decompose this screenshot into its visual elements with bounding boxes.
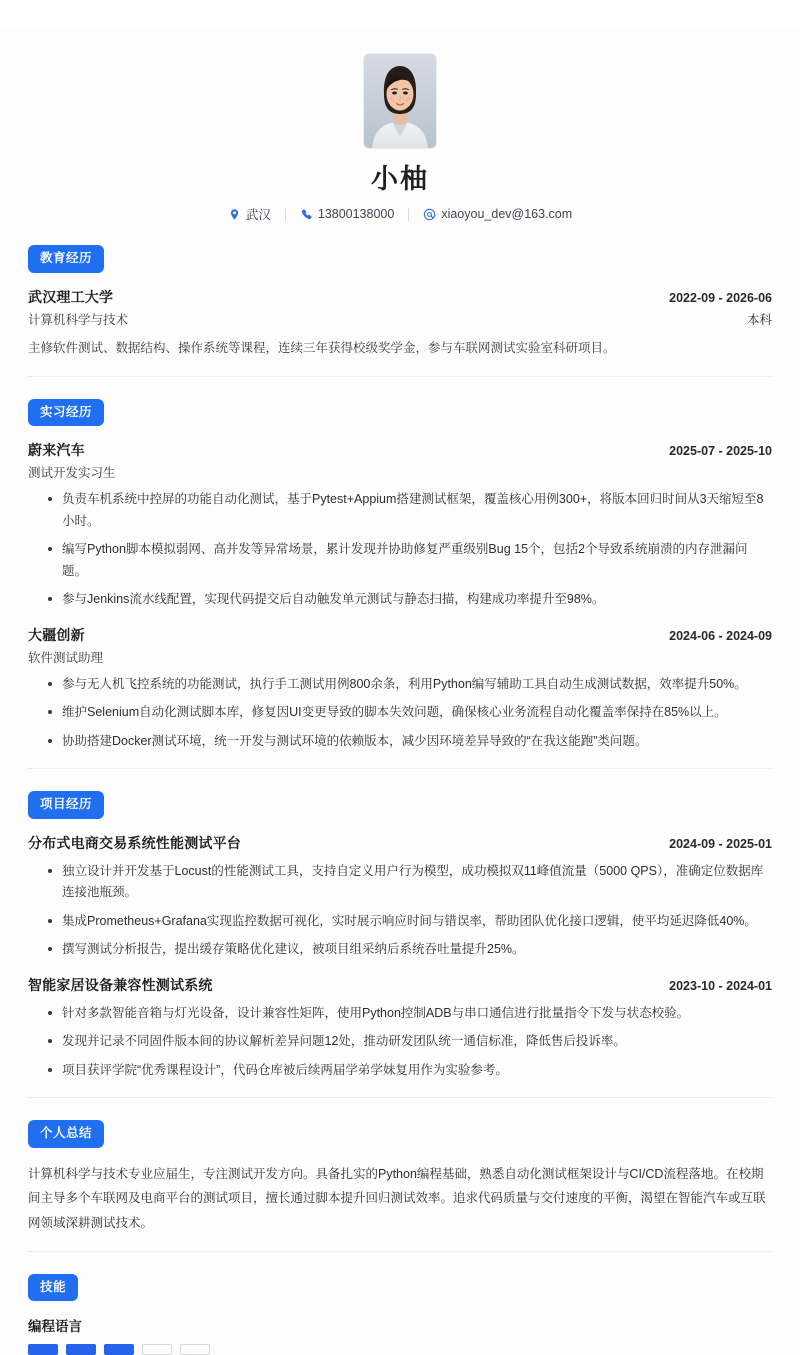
skill-pip[interactable] xyxy=(142,1344,172,1355)
section-badge-projects: 项目经历 xyxy=(28,791,104,819)
bullet-list xyxy=(28,674,772,753)
job-title: 测试开发实习生 xyxy=(28,466,116,481)
internship-entry xyxy=(28,440,772,611)
list-item: 集成Prometheus+Grafana实现监控数据可视化，实时展示响应时间与错误率，帮助团队优化接口逻辑，使平均延迟降低40%。 xyxy=(48,911,772,933)
contact-email-value: xiaoyou_dev@163.com xyxy=(441,207,573,222)
list-item: 协助搭建Docker测试环境，统一开发与测试环境的依赖版本，减少因环境差异导致的“在我这能跑”类问题。 xyxy=(48,731,772,753)
list-item: 项目获评学院“优秀课程设计”，代码仓库被后续两届学弟学妹复用作为实验参考。 xyxy=(48,1060,772,1082)
location-pin-icon xyxy=(228,208,241,221)
list-item: 编写Python脚本模拟弱网、高并发等异常场景，累计发现并协助修复严重级别Bug 15个，包括2个导致系统崩溃的内存泄漏问题。 xyxy=(48,539,772,582)
project-entry xyxy=(28,833,772,961)
internship-date: 2025-07 - 2025-10 xyxy=(669,444,772,459)
contact-location-value: 武汉 xyxy=(245,208,271,223)
contact-location xyxy=(214,205,285,223)
list-item: 独立设计并开发基于Locust的性能测试工具，支持自定义用户行为模型，成功模拟双11峰值流量（5000 QPS），准确定位数据库连接池瓶颈。 xyxy=(48,861,772,904)
entry-header-row xyxy=(28,440,772,460)
section-projects xyxy=(28,769,772,1098)
list-item: 维护Selenium自动化测试脚本库，修复因UI变更导致的脚本失效问题，确保核心业务流程自动化覆盖率保持在85%以上。 xyxy=(48,702,772,724)
entry-header-row xyxy=(28,975,772,995)
entry-header-row xyxy=(28,833,772,853)
list-item: 撰写测试分析报告，提出缓存策略优化建议，被项目组采纳后系统吞吐量提升25%。 xyxy=(48,939,772,961)
section-summary xyxy=(28,1098,772,1252)
internship-date: 2024-06 - 2024-09 xyxy=(669,628,772,643)
resume-header xyxy=(28,28,772,223)
list-item: 针对多款智能音箱与灯光设备，设计兼容性矩阵，使用Python控制ADB与串口通信进行批量指令下发与状态校验。 xyxy=(48,1003,772,1025)
page-title: 小柚 xyxy=(371,164,429,194)
resume-page xyxy=(0,28,800,1355)
summary-text: 计算机科学与技术专业应届生，专注测试开发方向。具备扎实的Python编程基础，熟悉自动化测试框架设计与CI/CD流程落地。在校期间主导多个车联网及电商平台的测试项目，擅长通过脚本提升回归测试效率。追求代码质量与交付速度的平衡，渴望在智能汽车或互联网领域深耕测试技术。 xyxy=(28,1166,766,1230)
entry-header-row xyxy=(28,625,772,645)
section-badge-internship: 实习经历 xyxy=(28,399,104,427)
school-name: 武汉理工大学 xyxy=(28,288,114,305)
entry-header-row xyxy=(28,287,772,307)
avatar xyxy=(364,54,436,148)
project-date: 2023-10 - 2024-01 xyxy=(669,978,772,993)
internship-entry xyxy=(28,625,772,753)
skill-pip[interactable] xyxy=(180,1344,210,1355)
contact-bar xyxy=(214,205,586,223)
bullet-list xyxy=(28,489,772,611)
section-internship xyxy=(28,377,772,770)
major-name: 计算机科学与技术 xyxy=(28,312,129,327)
contact-phone-value: 13800138000 xyxy=(317,207,395,222)
project-date: 2024-09 - 2025-01 xyxy=(669,836,772,851)
skill-group-label: 编程语言 xyxy=(28,1319,82,1335)
education-entry xyxy=(28,287,772,360)
company-name: 大疆创新 xyxy=(28,626,85,643)
contact-phone xyxy=(286,207,408,221)
skill-pip[interactable] xyxy=(66,1344,96,1355)
project-entry xyxy=(28,975,772,1082)
contact-email xyxy=(409,207,586,221)
skill-rating[interactable] xyxy=(28,1344,772,1355)
education-description: 主修软件测试、数据结构、操作系统等课程，连续三年获得校级奖学金，参与车联网测试实验室科研项目。 xyxy=(28,340,616,355)
degree-level: 本科 xyxy=(746,312,772,327)
section-badge-summary: 个人总结 xyxy=(28,1120,104,1148)
section-badge-skills: 技能 xyxy=(28,1274,78,1302)
project-name: 分布式电商交易系统性能测试平台 xyxy=(28,834,241,851)
bullet-list xyxy=(28,1003,772,1082)
skill-group xyxy=(28,1315,772,1355)
list-item: 参与Jenkins流水线配置，实现代码提交后自动触发单元测试与静态扫描，构建成功率提升至98%。 xyxy=(48,589,772,611)
education-date: 2022-09 - 2026-06 xyxy=(669,290,772,305)
project-name: 智能家居设备兼容性测试系统 xyxy=(28,976,213,993)
email-icon xyxy=(423,208,436,221)
list-item: 参与无人机飞控系统的功能测试，执行手工测试用例800余条，利用Python编写辅助工具自动生成测试数据，效率提升50%。 xyxy=(48,674,772,696)
entry-sub-row xyxy=(28,307,772,328)
section-skills xyxy=(28,1252,772,1355)
list-item: 发现并记录不同固件版本间的协议解析差异问题12处，推动研发团队统一通信标准，降低售后投诉率。 xyxy=(48,1031,772,1053)
job-title: 软件测试助理 xyxy=(28,650,104,665)
phone-icon xyxy=(300,208,313,221)
skill-pip[interactable] xyxy=(28,1344,58,1355)
section-badge-education: 教育经历 xyxy=(28,245,104,273)
skill-pip[interactable] xyxy=(104,1344,134,1355)
list-item: 负责车机系统中控屏的功能自动化测试，基于Pytest+Appium搭建测试框架，覆盖核心用例300+，将版本回归时间从3天缩短至8小时。 xyxy=(48,489,772,532)
section-education xyxy=(28,223,772,376)
bullet-list xyxy=(28,861,772,961)
company-name: 蔚来汽车 xyxy=(28,442,85,459)
